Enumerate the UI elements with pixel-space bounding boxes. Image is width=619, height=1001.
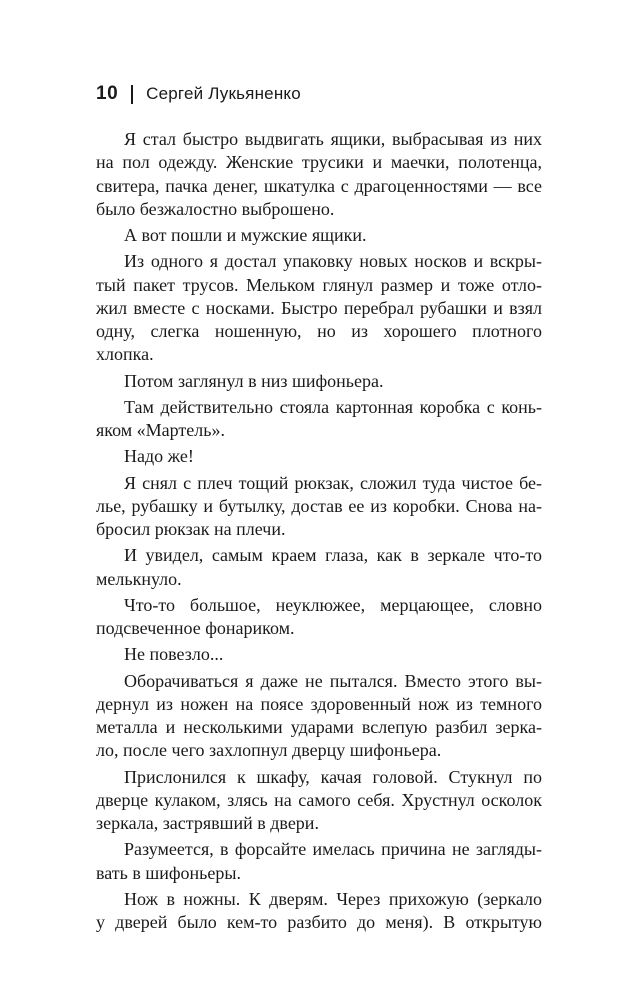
text-line: было безжалостно выброшено. [96, 198, 335, 219]
paragraph [96, 396, 542, 443]
text-line: Прислонился к шкафу, качая головой. Стукнул по [124, 766, 542, 787]
text-line: яком «Мартель». [96, 420, 225, 440]
body-text [96, 128, 542, 937]
paragraph [96, 766, 542, 836]
text-line: жил вместе с носками. Быстро перебрал рубашки и взял [96, 297, 542, 318]
text-line: дверце кулаком, злясь на самого себя. Хрустнул осколок [96, 789, 542, 810]
paragraph [96, 250, 542, 366]
text-line: А вот пошли и мужские ящики. [124, 225, 367, 245]
text-line: Там действительно стояла картонная коробка с конь- [124, 396, 542, 417]
book-author: Сергей Лукьяненко [146, 84, 301, 103]
text-line: Нож в ножны. К дверям. Через прихожую (зеркало [124, 888, 542, 909]
text-line: хлопка. [96, 344, 154, 365]
text-line: Надо же! [124, 446, 194, 467]
paragraph [96, 370, 542, 393]
text-line: Не повезло... [124, 644, 224, 665]
text-line: тый пакет трусов. Мельком глянул размер и тоже отло- [96, 274, 542, 295]
text-line: металла и несколькими ударами вслепую разбил зерка- [96, 717, 542, 737]
paragraph [96, 472, 542, 542]
running-head [96, 82, 301, 106]
paragraph [96, 445, 542, 468]
text-line: у дверей было кем-то разбито до меня). В открытую [96, 912, 542, 932]
text-line: зеркала, застрявший в двери. [96, 813, 319, 833]
paragraph [96, 670, 542, 763]
text-line: Что-то большое, неуклюжее, мерцающее, словно [124, 594, 542, 615]
text-line: И увидел, самым краем глаза, как в зеркале что-то [124, 545, 542, 566]
text-line: Из одного я достал упаковку новых носков и вскры- [124, 251, 542, 272]
text-line: Потом заглянул в низ шифоньера. [124, 370, 384, 391]
paragraph [96, 888, 542, 935]
text-line: Разумеется, в форсайте имелась причина не загляды- [124, 839, 542, 860]
text-line: ло, после чего захлопнул дверцу шифоньера. [96, 740, 442, 761]
text-line: свитера, пачка денег, шкатулка с драгоценностями — все [96, 175, 542, 196]
paragraph [96, 594, 542, 641]
paragraph [96, 128, 542, 221]
text-line: бросил рюкзак на плечи. [96, 519, 286, 539]
text-line: Я снял с плеч тощий рюкзак, сложил туда чистое бе- [124, 472, 542, 493]
text-line: подсвеченное фонариком. [96, 618, 295, 638]
text-line: Я стал быстро выдвигать ящики, выбрасывая из них [124, 129, 542, 149]
page-number: 10 [96, 83, 119, 104]
text-line: дернул из ножен на поясе здоровенный нож из темного [96, 693, 542, 714]
paragraph [96, 224, 542, 247]
text-line: мелькнуло. [96, 568, 182, 589]
paragraph [96, 544, 542, 591]
paragraph [96, 838, 542, 885]
header-divider [131, 85, 133, 104]
text-line: на пол одежду. Женские трусики и маечки, полотенца, [96, 152, 542, 173]
text-line: вать в шифоньеры. [96, 862, 241, 883]
text-line: лье, рубашку и бутылку, достав ее из коробки. Снова на- [96, 495, 542, 516]
text-line: Оборачиваться я даже не пытался. Вместо этого вы- [124, 670, 542, 691]
paragraph [96, 643, 542, 666]
text-line: одну, слегка ношенную, но из хорошего плотного [96, 321, 542, 341]
